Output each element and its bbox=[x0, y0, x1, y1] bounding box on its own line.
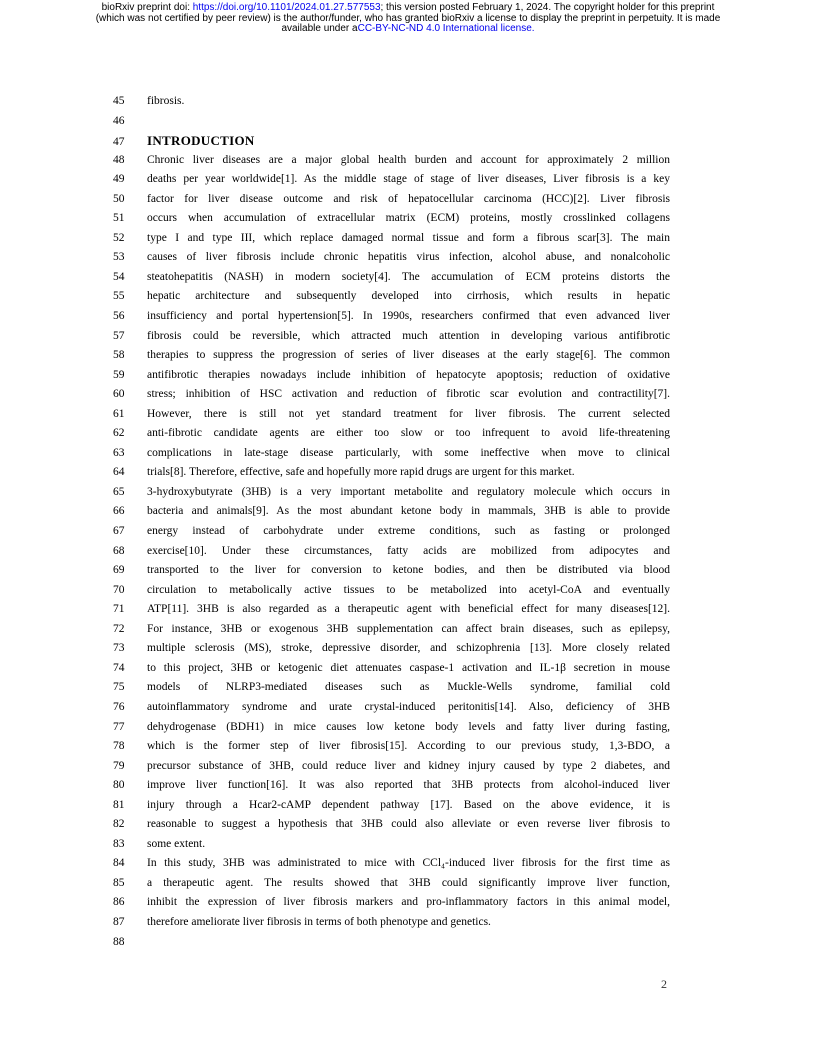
line-text: improve liver function[16]. It was also reported that 3HB protects from alcohol-induced liver bbox=[147, 779, 670, 792]
manuscript-line bbox=[113, 424, 673, 444]
line-number: 51 bbox=[113, 212, 125, 225]
line-number: 84 bbox=[113, 857, 125, 870]
line-text: Chronic liver diseases are a major global health burden and account for approximately 2 million bbox=[147, 153, 670, 166]
line-text: dehydrogenase (BDH1) in mice causes low ketone body levels and fatty liver during fasting, bbox=[147, 720, 670, 733]
manuscript-line bbox=[113, 405, 673, 425]
banner-text-prefix: bioRxiv preprint doi: bbox=[101, 2, 193, 13]
line-number: 68 bbox=[113, 544, 125, 557]
manuscript-line bbox=[113, 385, 673, 405]
line-text: which is the former step of liver fibrosis[15]. According to our previous study, 1,3-BDO, a bbox=[147, 740, 670, 753]
manuscript-line bbox=[113, 190, 673, 210]
doi-link[interactable]: https://doi.org/10.1101/2024.01.27.577553 bbox=[192, 2, 381, 13]
manuscript-lines bbox=[113, 92, 673, 952]
manuscript-line bbox=[113, 444, 673, 464]
line-text: to this project, 3HB or ketogenic diet attenuates caspase-1 activation and IL-1β secretion in mouse bbox=[147, 661, 670, 674]
section-heading-line bbox=[113, 131, 673, 151]
line-number: 76 bbox=[113, 700, 125, 713]
line-number: 60 bbox=[113, 388, 125, 401]
line-number: 65 bbox=[113, 485, 125, 498]
line-text: type I and type III, which replace damaged normal tissue and form a fibrous scar[3]. The main bbox=[147, 231, 670, 244]
line-text: occurs when accumulation of extracellular matrix (ECM) proteins, mostly crosslinked collagens bbox=[147, 212, 670, 225]
line-text: some extent. bbox=[147, 837, 206, 850]
line-number: 77 bbox=[113, 720, 125, 733]
manuscript-line bbox=[113, 933, 673, 953]
line-text: anti-fibrotic candidate agents are either too slow or too infrequent to avoid life-threatening bbox=[147, 427, 670, 440]
manuscript-line bbox=[113, 854, 673, 874]
line-text: a therapeutic agent. The results showed that 3HB could significantly improve liver function, bbox=[147, 876, 670, 889]
line-number: 52 bbox=[113, 231, 125, 244]
manuscript-line bbox=[113, 112, 673, 132]
line-text: trials[8]. Therefore, effective, safe and hopefully more rapid drugs are urgent for this market. bbox=[147, 466, 575, 479]
line-number: 72 bbox=[113, 622, 125, 635]
line-number: 53 bbox=[113, 251, 125, 264]
line-number: 79 bbox=[113, 759, 125, 772]
manuscript-line bbox=[113, 776, 673, 796]
line-text: For instance, 3HB or exogenous 3HB supplementation can affect brain diseases, such as epilepsy, bbox=[147, 622, 670, 635]
line-text: bacteria and animals[9]. As the most abundant ketone body in mammals, 3HB is able to provide bbox=[147, 505, 670, 518]
line-text: models of NLRP3-mediated diseases such as Muckle-Wells syndrome, familial cold bbox=[147, 681, 670, 694]
line-text: inhibit the expression of liver fibrosis markers and pro-inflammatory factors in this animal model, bbox=[147, 896, 670, 909]
line-number: 78 bbox=[113, 740, 125, 753]
line-number: 57 bbox=[113, 329, 125, 342]
manuscript-line bbox=[113, 151, 673, 171]
manuscript-line bbox=[113, 893, 673, 913]
line-text: transported to the liver for conversion to ketone bodies, and then be distributed via blood bbox=[147, 564, 670, 577]
manuscript-line bbox=[113, 346, 673, 366]
line-text: insufficiency and portal hypertension[5]. In 1990s, researchers confirmed that even advanced liver bbox=[147, 310, 670, 323]
line-text: stress; inhibition of HSC activation and reduction of fibrotic scar evolution and contractility[7]. bbox=[147, 388, 670, 401]
manuscript-line bbox=[113, 620, 673, 640]
manuscript-line bbox=[113, 796, 673, 816]
manuscript-line bbox=[113, 522, 673, 542]
line-text: precursor substance of 3HB, could reduce liver and kidney injury caused by type 2 diabetes, and bbox=[147, 759, 670, 772]
line-number: 55 bbox=[113, 290, 125, 303]
line-number: 83 bbox=[113, 837, 125, 850]
manuscript-line bbox=[113, 327, 673, 347]
manuscript-line bbox=[113, 542, 673, 562]
line-text: hepatic architecture and subsequently developed into cirrhosis, which results in hepatic bbox=[147, 290, 670, 303]
manuscript-line bbox=[113, 913, 673, 933]
line-text: deaths per year worldwide[1]. As the middle stage of stage of liver diseases, Liver fibrosis is a key bbox=[147, 173, 670, 186]
line-number: 64 bbox=[113, 466, 125, 479]
banner-text-rest: ; this version posted February 1, 2024. The copyright holder for this preprint bbox=[380, 2, 715, 13]
line-text: factor for liver disease outcome and risk of hepatocellular carcinoma (HCC)[2]. Liver fibrosis bbox=[147, 192, 670, 205]
manuscript-line bbox=[113, 815, 673, 835]
line-text: However, there is still not yet standard treatment for liver fibrosis. The current selected bbox=[147, 407, 670, 420]
line-number: 54 bbox=[113, 270, 125, 283]
line-number: 63 bbox=[113, 446, 125, 459]
line-number: 46 bbox=[113, 114, 125, 127]
line-number: 45 bbox=[113, 95, 125, 107]
line-text: energy instead of carbohydrate under extreme conditions, such as fasting or prolonged bbox=[147, 525, 670, 538]
page-number: 2 bbox=[661, 977, 667, 991]
line-text: reasonable to suggest a hypothesis that 3HB could also alleviate or even reverse liver fibrosis to bbox=[147, 818, 670, 831]
line-text: therefore ameliorate liver fibrosis in terms of both phenotype and genetics. bbox=[147, 915, 491, 928]
section-heading: INTRODUCTION bbox=[147, 133, 255, 149]
biorxiv-banner bbox=[0, 3, 816, 35]
line-number: 67 bbox=[113, 525, 125, 538]
line-text: ATP[11]. 3HB is also regarded as a therapeutic agent with beneficial effect for many diseases[12]. bbox=[147, 603, 670, 616]
line-number: 59 bbox=[113, 368, 125, 381]
line-number: 81 bbox=[113, 798, 125, 811]
manuscript-line bbox=[113, 268, 673, 288]
line-number: 86 bbox=[113, 896, 125, 909]
line-number: 48 bbox=[113, 153, 125, 166]
banner-line-2: (which was not certified by peer review) is the author/funder, who has granted bioRxiv a license to display the preprint in perpetuity. It is made bbox=[95, 12, 721, 24]
line-number: 69 bbox=[113, 564, 125, 577]
line-text: autoinflammatory syndrome and urate crystal-induced peritonitis[14]. Also, deficiency of 3HB bbox=[147, 700, 670, 713]
line-number: 49 bbox=[113, 173, 125, 186]
line-text: circulation to metabolically active tissues to be metabolized into acetyl-CoA and eventually bbox=[147, 583, 670, 596]
line-number: 58 bbox=[113, 349, 125, 362]
manuscript-line bbox=[113, 874, 673, 894]
manuscript-line bbox=[113, 307, 673, 327]
manuscript-line bbox=[113, 561, 673, 581]
line-text: complications in late-stage disease particularly, with some ineffective when move to clinical bbox=[147, 446, 670, 459]
line-number: 71 bbox=[113, 603, 125, 616]
manuscript-line bbox=[113, 835, 673, 855]
manuscript-line bbox=[113, 366, 673, 386]
line-text: exercise[10]. Under these circumstances, fatty acids are mobilized from adipocytes and bbox=[147, 544, 670, 557]
line-text: therapies to suppress the progression of series of liver diseases at the early stage[6]. The common bbox=[147, 349, 670, 362]
manuscript-line bbox=[113, 757, 673, 777]
line-text: 3-hydroxybutyrate (3HB) is a very important metabolite and regulatory molecule which occurs in bbox=[147, 485, 670, 498]
line-text: antifibrotic therapies nowadays include inhibition of hepatocyte apoptosis; reduction of oxidative bbox=[147, 368, 670, 381]
line-text: In this study, 3HB was administrated to mice with CCl₄-induced liver fibrosis for the first time as bbox=[147, 857, 670, 870]
line-number: 82 bbox=[113, 818, 125, 831]
line-number: 50 bbox=[113, 192, 125, 205]
line-number: 66 bbox=[113, 505, 125, 518]
line-number: 73 bbox=[113, 642, 125, 655]
line-number: 47 bbox=[113, 136, 125, 149]
banner-text-license-prefix: available under a bbox=[281, 23, 358, 34]
banner-line-1 bbox=[0, 3, 816, 14]
manuscript-line bbox=[113, 463, 673, 483]
manuscript-line bbox=[113, 170, 673, 190]
license-link[interactable]: CC-BY-NC-ND 4.0 International license. bbox=[357, 23, 535, 34]
line-number: 80 bbox=[113, 779, 125, 792]
line-number: 87 bbox=[113, 915, 125, 928]
manuscript-line bbox=[113, 718, 673, 738]
manuscript-line bbox=[113, 678, 673, 698]
manuscript-line bbox=[113, 737, 673, 757]
line-number: 62 bbox=[113, 427, 125, 440]
manuscript-line bbox=[113, 92, 673, 112]
manuscript-line bbox=[113, 483, 673, 503]
manuscript-line bbox=[113, 209, 673, 229]
manuscript-line bbox=[113, 248, 673, 268]
line-text: multiple sclerosis (MS), stroke, depressive disorder, and schizophrenia [13]. More closely related bbox=[147, 642, 670, 655]
line-number: 75 bbox=[113, 681, 125, 694]
line-text: fibrosis could be reversible, which attracted much attention in developing various antifibrotic bbox=[147, 329, 670, 342]
line-text: injury through a Hcar2-cAMP dependent pathway [17]. Based on the above evidence, it is bbox=[147, 798, 670, 811]
line-text: steatohepatitis (NASH) in modern society[4]. The accumulation of ECM proteins distorts the bbox=[147, 270, 670, 283]
line-number: 70 bbox=[113, 583, 125, 596]
line-number: 74 bbox=[113, 661, 125, 674]
manuscript-line bbox=[113, 659, 673, 679]
manuscript-line bbox=[113, 502, 673, 522]
banner-line-3 bbox=[0, 24, 816, 35]
line-number: 61 bbox=[113, 407, 125, 420]
manuscript-line bbox=[113, 600, 673, 620]
line-text: fibrosis. bbox=[147, 95, 185, 107]
line-number: 85 bbox=[113, 876, 125, 889]
manuscript-line bbox=[113, 287, 673, 307]
manuscript-line bbox=[113, 229, 673, 249]
line-number: 88 bbox=[113, 935, 125, 948]
manuscript-line bbox=[113, 698, 673, 718]
manuscript-line bbox=[113, 581, 673, 601]
line-text: causes of liver fibrosis include chronic hepatitis virus infection, alcohol abuse, and nonalcoholic bbox=[147, 251, 670, 264]
manuscript-line bbox=[113, 639, 673, 659]
line-number: 56 bbox=[113, 310, 125, 323]
